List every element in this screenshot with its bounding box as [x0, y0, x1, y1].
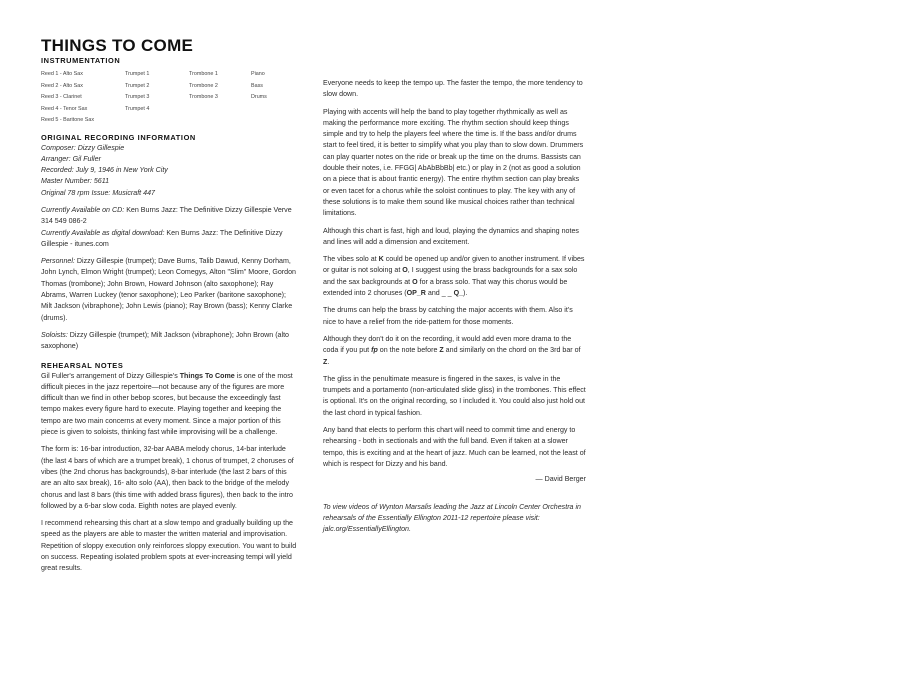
instrument-item: Reed 2 - Alto Sax — [41, 82, 83, 89]
author-signature: — David Berger — [535, 475, 586, 484]
instrument-item: Trumpet 1 — [125, 71, 150, 77]
composer-line — [41, 143, 297, 154]
digital-availability — [41, 228, 297, 251]
soloists-label: Soloists: — [41, 330, 68, 339]
instrument-item: Reed 4 - Tenor Sax — [41, 105, 88, 112]
instrument-item: Reed 3 - Clarinet — [41, 94, 82, 100]
left-column — [41, 34, 297, 575]
text-run: ). — [463, 289, 468, 298]
instrument-item: Trombone 1 — [189, 71, 218, 77]
right-column — [323, 34, 586, 535]
instrumentation-heading: INSTRUMENTATION — [41, 56, 121, 65]
instrument-item: Trumpet 4 — [125, 105, 150, 112]
instrument-column-trumpets — [125, 69, 189, 127]
recorded-value: July 9, 1946 in New York City — [75, 166, 168, 175]
notes-paragraph-6: Although this chart is fast, high and loud, playing the dynamics and shaping notes and lines will add a dimension and excitement. — [323, 226, 579, 246]
original-issue-value: Musicraft 447 — [112, 188, 155, 197]
instrument-item: Trumpet 2 — [125, 82, 150, 89]
text-run: on the note before — [377, 346, 440, 355]
rehearsal-letter: O — [402, 266, 408, 275]
dynamic-marking: fp — [371, 346, 378, 355]
notes-paragraph-4: Everyone needs to keep the tempo up. The faster the tempo, the more tendency to slow down. — [323, 79, 583, 99]
digital-value: Ken Burns Jazz: The Definitive Dizzy Gillespie - itunes.com — [41, 228, 283, 248]
instrument-item: Reed 1 - Alto Sax — [41, 71, 83, 77]
personnel-label: Personnel: — [41, 257, 75, 266]
instrument-column-reeds — [41, 69, 125, 127]
master-number-label: Master Number: — [41, 177, 92, 186]
recorded-line — [41, 165, 297, 176]
instrument-item: Reed 5 - Baritone Sax — [41, 117, 95, 123]
text-run: and similarly on the chord on the 3rd bar of — [443, 346, 581, 355]
instrument-item: Trumpet 3 — [125, 94, 150, 100]
text-run: could be opened up and/or given to another instrument. If vibes or guitar is not soloing at — [323, 255, 585, 275]
text-run: Although they don't do it on the recording, it would add even more drama to the coda if you put — [323, 334, 572, 355]
notes-paragraph-2: The form is: 16-bar introduction, 32-bar AABA melody chorus, 14-bar interlude (the last 4 bars of which are a trumpet break), 1 chorus of trumpet, 2 choruses of vibes (the 2nd chorus has backgrounds), 8-bar interlude (the last 2 bars of this are an alto sax break), 16- alto solo (AA), then back to the bridge of the melody chorus and last 8 bars (this time with added brass figures), then back to the intro followed by a 6-bar slow coda. Eighth notes are played evenly. — [41, 445, 294, 510]
rehearsal-letter: K — [378, 255, 384, 264]
soloists-value: Dizzy Gillespie (trumpet); Milt Jackson (vibraphone); John Brown (alto saxophone) — [41, 330, 289, 351]
rehearsal-letter: O — [412, 277, 418, 286]
video-footer-note — [323, 502, 586, 536]
notes-paragraph-11: Any band that elects to perform this chart will need to commit time and energy to rehearsing - both in sectionals and with the full band. Even if taken at a slower tempo, this is exciting and at the heart of jazz. Much can be learned, not the least of which is respect for Dizzy and his band. — [323, 426, 586, 468]
instrument-item: Bass — [251, 82, 263, 89]
cd-availability — [41, 205, 297, 228]
master-number-value: 5611 — [93, 177, 110, 186]
instrumentation-list — [41, 69, 297, 127]
master-number-line — [41, 176, 297, 187]
composer-value: Dizzy Gillespie — [77, 143, 125, 152]
notes-paragraph-8: The drums can help the brass by catching the major accents with them. Also it's nice to have a relief from the ride-pattern for those moments. — [323, 306, 573, 326]
arranger-line — [41, 154, 297, 165]
page-title: THINGS TO COME — [41, 36, 194, 55]
instrument-item: Trombone 3 — [189, 94, 218, 100]
text-run: for a brass solo. That way this chorus would be extended into 2 choruses ( — [323, 277, 568, 298]
notes-paragraph-1 — [41, 371, 297, 439]
instrument-column-trombones — [189, 69, 251, 127]
text-run: The vibes solo at — [323, 255, 379, 264]
arranger-label: Arranger: — [41, 154, 71, 163]
cd-label: Currently Available on CD: — [41, 205, 125, 214]
text-run: is one of the most difficult pieces in the jazz repertoire—not because any of the figures are more difficult than we find in other bebop scores, but because the exceedingly fast tempo makes every figure hard to execute. Playing together and keeping the tempo are two main concerns at every moment. Since a major portion of this piece is given to soloists, thinking fast while improvising will be a challenge. — [41, 371, 293, 437]
instrument-item: Drums — [251, 94, 267, 100]
personnel-value: Dizzy Gillespie (trumpet); Dave Burns, Talib Dawud, Kenny Dorham, John Lynch, Elmon Wright (trumpet); Leon Comegys, Alton "Slim" Moore, Gordon Thomas (trombone); John Brown, Howard Johnson (alto saxophone); Ray Abrams, Warren Luckey (tenor saxophone); Leo Parker (baritone saxophone); Milt Jackson (vibraphone); John Lewis (piano); Ray Brown (bass); Kenny Clarke (drums). — [41, 257, 297, 322]
soloists — [41, 330, 297, 353]
original-issue-label: Original 78 rpm Issue: — [41, 188, 111, 197]
text-run: , I suggest using the brass backgrounds for a sax solo and the sax backgrounds at — [323, 266, 578, 286]
instrument-item: Trombone 2 — [189, 82, 218, 89]
notes-paragraph-10: The gliss in the penultimate measure is fingered in the saxes, is valve in the trumpets and a portamento (non-articulated slide gliss) in the trombones. This effect is optional. It's on the original recording, so I included it. You could also just hold out the last chord in typical fashion. — [323, 374, 586, 417]
cd-value: Ken Burns Jazz: The Definitive Dizzy Gillespie Verve 314 549 086-2 — [41, 205, 292, 226]
video-footer-text: To view videos of Wynton Marsalis leading the Jazz at Lincoln Center Orchestra in rehearsals of the Essentially Ellington 2011-12 repertoire please visit: jalc.org/EssentiallyEllington. — [323, 502, 581, 534]
instrument-column-rhythm — [251, 69, 291, 127]
personnel — [41, 256, 297, 324]
notes-paragraph-9 — [323, 334, 586, 368]
rehearsal-letter: Q_ — [453, 289, 464, 298]
rehearsal-letter: Z — [323, 357, 328, 366]
text-run: and _ _ — [425, 289, 454, 298]
recording-info-heading: ORIGINAL RECORDING INFORMATION — [41, 132, 196, 142]
notes-paragraph-5: Playing with accents will help the band to play together rhythmically as well as making the performance more exciting. The rhythm section should keep things simple and try to help the players feel where the time is. If the bass and/or drums start to feel tired, it is better to simplify what you play than to slow down. Drummers can play quarter notes on the ride or break up the time on the drums. Bassists can double their notes, i.e. FFGG| AbAbBbBb| etc.) or play in 2 (not as good a solution on a piece that is about frantic energy). The entire rhythm section can play breaks or even tacet for a chorus while the soloist continues to play. The key with any of these solutions is to make them sound like musical choices rather than technical limitations. — [323, 107, 584, 218]
instrument-item: Piano — [251, 71, 265, 77]
rehearsal-letter: Z — [439, 346, 444, 355]
original-issue-line — [41, 188, 297, 199]
text-run: Gil Fuller's arrangement of Dizzy Gillespie's — [41, 371, 180, 380]
text-run: . — [327, 357, 330, 366]
notes-paragraph-3: I recommend rehearsing this chart at a slow tempo and gradually building up the speed as the players are able to master the written material and improvisation. Repetition of sloppy execution only reinforces sloppy execution. You want to build on success. Repeating isolated problem spots at ever-increasing tempi will yield great results. — [41, 519, 297, 573]
rehearsal-letter: OP_R — [406, 289, 426, 298]
title-reference: Things To Come — [179, 371, 235, 380]
arranger-value: Gil Fuller — [72, 154, 101, 163]
notes-paragraph-7 — [323, 254, 586, 299]
composer-label: Composer: — [41, 143, 76, 152]
digital-label: Currently Available as digital download: — [41, 228, 165, 237]
recorded-label: Recorded: — [41, 166, 74, 175]
rehearsal-notes-heading: REHEARSAL NOTES — [41, 360, 124, 370]
